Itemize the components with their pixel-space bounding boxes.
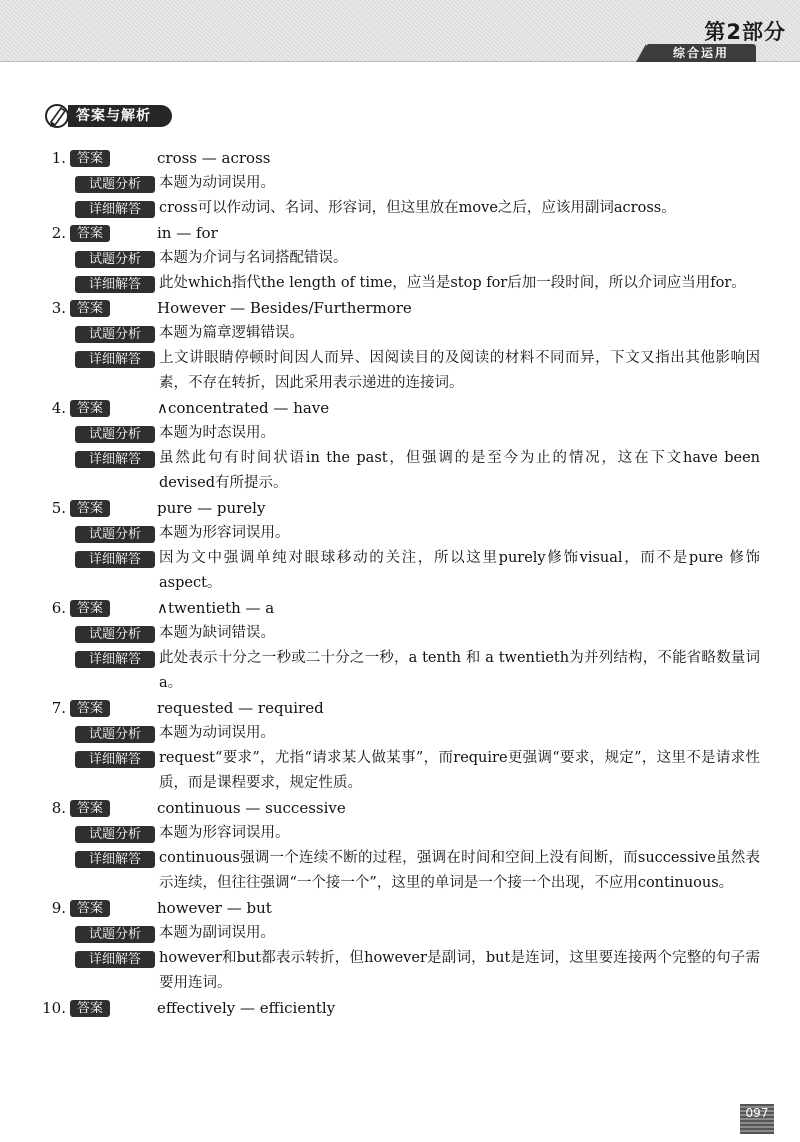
answer-row	[0, 146, 800, 171]
analysis-text: 本题为缺词错误。	[159, 625, 275, 641]
analysis-row	[0, 321, 800, 346]
item-number: 3.	[51, 299, 66, 317]
detail-row	[0, 271, 800, 296]
analysis-badge: 试题分析	[75, 926, 155, 943]
answer-list	[0, 146, 800, 1021]
answer-text: effectively — efficiently	[157, 999, 336, 1017]
answer-badge: 答案	[70, 800, 110, 817]
answer-text: requested — required	[157, 699, 324, 717]
analysis-row	[0, 246, 800, 271]
answer-row	[0, 496, 800, 521]
analysis-badge: 试题分析	[75, 176, 155, 193]
analysis-text: 本题为形容词误用。	[159, 525, 290, 541]
answer-item	[0, 221, 800, 296]
analysis-row	[0, 421, 800, 446]
answer-row	[0, 296, 800, 321]
detail-badge: 详细解答	[75, 851, 155, 868]
detail-row	[0, 946, 800, 996]
answer-row	[0, 396, 800, 421]
answer-badge: 答案	[70, 300, 110, 317]
analysis-text: 本题为时态误用。	[159, 425, 275, 441]
answer-text: However — Besides/Furthermore	[157, 299, 412, 317]
analysis-badge: 试题分析	[75, 626, 155, 643]
answer-item	[0, 796, 800, 896]
detail-text: request“要求”，尤指“请求某人做某事”，而require更强调“要求，规定”，这里不是请求性质，而是课程要求，规定性质。	[159, 750, 760, 791]
answer-text: cross — across	[157, 149, 271, 167]
analysis-text: 本题为副词误用。	[159, 925, 275, 941]
answer-text: ∧twentieth — a	[157, 599, 275, 617]
analysis-row	[0, 171, 800, 196]
detail-text: continuous强调一个连续不断的过程，强调在时间和空间上没有间断，而successive虽然表示连续，但往往强调“一个接一个”，这里的单词是一个接一个出现，不应用continuous。	[159, 850, 760, 891]
answer-row	[0, 696, 800, 721]
detail-text: 此处表示十分之一秒或二十分之一秒，a tenth 和 a twentieth为并列结构，不能省略数量词a。	[159, 650, 760, 691]
detail-row	[0, 346, 800, 396]
part-title: 第2部分	[704, 20, 786, 44]
answer-item	[0, 296, 800, 396]
answer-item	[0, 496, 800, 596]
answer-item	[0, 146, 800, 221]
analysis-text: 本题为动词误用。	[159, 725, 275, 741]
answer-row	[0, 221, 800, 246]
detail-badge: 详细解答	[75, 551, 155, 568]
analysis-badge: 试题分析	[75, 826, 155, 843]
detail-row	[0, 646, 800, 696]
section-title: 答案与解析	[68, 105, 172, 127]
detail-badge: 详细解答	[75, 276, 155, 293]
analysis-badge: 试题分析	[75, 526, 155, 543]
detail-text: 此处which指代the length of time，应当是stop for后加一段时间，所以介词应当用for。	[159, 275, 746, 291]
answer-item	[0, 596, 800, 696]
answer-item	[0, 996, 800, 1021]
analysis-row	[0, 921, 800, 946]
answer-text: ∧concentrated — have	[157, 399, 330, 417]
analysis-row	[0, 521, 800, 546]
analysis-text: 本题为篇章逻辑错误。	[159, 325, 304, 341]
item-number: 10.	[42, 999, 66, 1017]
analysis-badge: 试题分析	[75, 251, 155, 268]
answer-badge: 答案	[70, 900, 110, 917]
answer-text: continuous — successive	[157, 799, 346, 817]
analysis-row	[0, 621, 800, 646]
item-number: 7.	[51, 699, 66, 717]
answer-badge: 答案	[70, 600, 110, 617]
answer-row	[0, 596, 800, 621]
item-number: 8.	[51, 799, 66, 817]
analysis-row	[0, 821, 800, 846]
detail-text: cross可以作动词、名词、形容词，但这里放在move之后，应该用副词across。	[159, 200, 676, 216]
detail-text: however和but都表示转折，但however是副词，but是连词，这里要连接两个完整的句子需要用连词。	[159, 950, 760, 991]
part-subtitle: 综合运用	[646, 44, 756, 62]
section-heading	[44, 104, 172, 128]
detail-badge: 详细解答	[75, 951, 155, 968]
detail-badge: 详细解答	[75, 751, 155, 768]
detail-row	[0, 746, 800, 796]
item-number: 9.	[51, 899, 66, 917]
analysis-text: 本题为介词与名词搭配错误。	[159, 250, 348, 266]
answer-badge: 答案	[70, 150, 110, 167]
detail-badge: 详细解答	[75, 351, 155, 368]
answer-badge: 答案	[70, 500, 110, 517]
analysis-text: 本题为动词误用。	[159, 175, 275, 191]
item-number: 2.	[51, 224, 66, 242]
answer-row	[0, 796, 800, 821]
answer-row	[0, 896, 800, 921]
answer-badge: 答案	[70, 1000, 110, 1017]
answer-badge: 答案	[70, 225, 110, 242]
detail-badge: 详细解答	[75, 651, 155, 668]
item-number: 5.	[51, 499, 66, 517]
answer-text: however — but	[157, 899, 272, 917]
analysis-badge: 试题分析	[75, 726, 155, 743]
detail-row	[0, 196, 800, 221]
answer-row	[0, 996, 800, 1021]
detail-row	[0, 546, 800, 596]
item-number: 4.	[51, 399, 66, 417]
analysis-badge: 试题分析	[75, 326, 155, 343]
detail-row	[0, 446, 800, 496]
detail-text: 上文讲眼睛停顿时间因人而异、因阅读目的及阅读的材料不同而异，下文又指出其他影响因素，不存在转折，因此采用表示递进的连接词。	[159, 350, 760, 391]
detail-text: 因为文中强调单纯对眼球移动的关注，所以这里purely修饰visual，而不是pure 修饰aspect。	[159, 550, 760, 591]
detail-row	[0, 846, 800, 896]
answer-item	[0, 396, 800, 496]
item-number: 6.	[51, 599, 66, 617]
answer-item	[0, 896, 800, 996]
analysis-text: 本题为形容词误用。	[159, 825, 290, 841]
item-number: 1.	[51, 149, 66, 167]
detail-badge: 详细解答	[75, 201, 155, 218]
answer-badge: 答案	[70, 400, 110, 417]
answer-text: in — for	[157, 224, 218, 242]
answer-item	[0, 696, 800, 796]
detail-badge: 详细解答	[75, 451, 155, 468]
analysis-badge: 试题分析	[75, 426, 155, 443]
answer-text: pure — purely	[157, 499, 266, 517]
detail-text: 虽然此句有时间状语in the past，但强调的是至今为止的情况，这在下文have been devised有所提示。	[159, 450, 760, 491]
answer-badge: 答案	[70, 700, 110, 717]
analysis-row	[0, 721, 800, 746]
page-number: 097	[740, 1104, 774, 1134]
